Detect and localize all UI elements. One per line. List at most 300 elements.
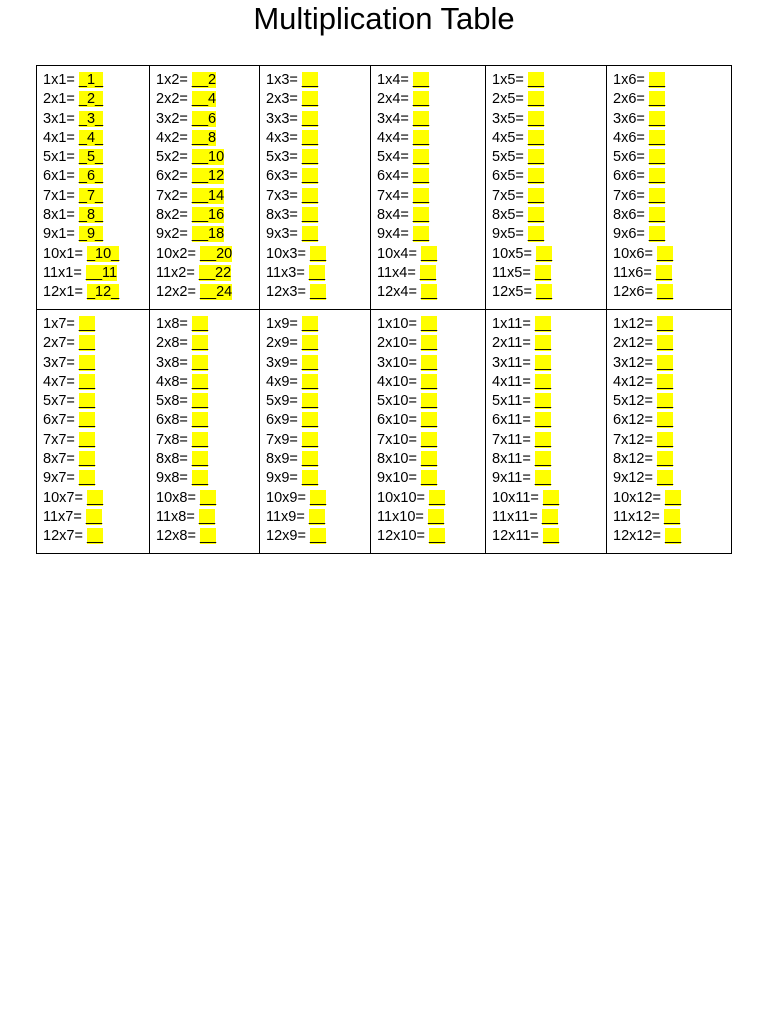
answer-blank[interactable]: __ [420,335,438,352]
answer-blank[interactable]: __ [85,508,103,525]
fact-question: 7x6= [613,187,645,204]
fact-item [613,167,731,186]
fact-question: 7x5= [492,187,524,204]
fact-question: 2x2= [156,91,188,108]
fact-item [266,225,370,244]
fact-question: 9x2= [156,226,188,243]
answer-blank[interactable]: __ [429,489,446,506]
answer-blank[interactable]: __ [648,110,666,127]
fact-item [613,245,731,264]
answer-blank[interactable]: __ [419,264,437,281]
answer-blank[interactable]: __ [412,207,430,224]
fact-item [613,315,731,334]
answer-blank[interactable]: __ [656,451,674,468]
answer-blank[interactable]: __ [655,264,673,281]
fact-question: 2x4= [377,91,409,108]
answer-blank[interactable]: _12_ [86,284,120,301]
answer-blank[interactable]: __ [656,316,674,332]
fact-item [377,225,485,244]
answer-blank[interactable]: __ [191,412,209,429]
fact-question: 8x11= [492,451,531,468]
answer-blank[interactable]: __ [191,393,209,410]
answer-blank[interactable]: __11 [85,264,118,281]
fact-question: 10x1= [43,245,83,262]
fact-question: 6x3= [266,168,298,185]
fact-question: 2x8= [156,335,188,352]
answer-blank[interactable]: __ [420,284,438,301]
fact-list [613,71,731,303]
answer-blank[interactable]: __ [420,470,438,487]
fact-item [377,373,485,392]
answer-blank[interactable]: __ [191,335,209,352]
answer-blank[interactable]: __ [534,316,552,332]
answer-blank[interactable]: __ [648,187,666,204]
answer-blank[interactable]: _9_ [78,226,104,243]
answer-blank[interactable]: __ [412,187,430,204]
answer-blank[interactable]: __ [420,316,438,332]
fact-item [43,71,149,90]
fact-item [156,450,259,469]
answer-blank[interactable]: __ [648,207,666,224]
fact-question: 3x6= [613,110,645,127]
answer-blank[interactable]: __ [663,508,681,525]
answer-blank[interactable]: __ [656,431,674,448]
answer-blank[interactable]: __ [78,470,96,487]
fact-item [613,373,731,392]
answer-blank[interactable]: __ [301,72,319,88]
answer-blank[interactable]: __ [301,354,319,371]
fact-question: 12x5= [492,284,532,301]
answer-blank[interactable]: __ [527,168,545,185]
answer-blank[interactable]: __ [78,354,96,371]
answer-blank[interactable]: __ [420,373,438,390]
fact-question: 1x4= [377,72,409,88]
fact-question: 8x7= [43,451,75,468]
answer-blank[interactable]: __ [78,393,96,410]
fact-item [377,527,485,546]
answer-blank[interactable]: __ [420,245,438,262]
fact-question: 3x7= [43,354,75,371]
answer-blank[interactable]: __ [191,373,209,390]
answer-blank[interactable]: __ [309,528,327,545]
fact-question: 3x5= [492,110,524,127]
answer-blank[interactable]: __ [534,393,552,410]
fact-question: 4x1= [43,129,75,146]
fact-question: 11x3= [266,264,305,281]
answer-blank[interactable]: __ [656,245,674,262]
fact-question: 9x3= [266,226,298,243]
fact-item [266,334,370,353]
answer-blank[interactable]: __ [534,470,552,487]
fact-question: 10x9= [266,489,306,506]
fact-item [492,90,606,109]
fact-question: 2x3= [266,91,298,108]
table-cell [150,310,260,554]
fact-item [492,283,606,302]
answer-blank[interactable]: __ [309,284,327,301]
answer-blank[interactable]: __ [78,431,96,448]
fact-item [266,489,370,508]
table-cell [37,66,150,310]
fact-question: 5x1= [43,149,75,166]
fact-question: 11x1= [43,264,82,281]
answer-blank[interactable]: _5_ [78,149,104,166]
fact-item [43,283,149,302]
answer-blank[interactable]: __ [656,354,674,371]
answer-blank[interactable]: __ [301,431,319,448]
answer-blank[interactable]: __ [309,489,327,506]
answer-blank[interactable]: __ [427,508,445,525]
fact-item [613,489,731,508]
fact-item [492,469,606,488]
fact-item [613,431,731,450]
answer-blank[interactable]: __ [78,335,96,352]
fact-item [266,508,370,527]
answer-blank[interactable]: __ [78,316,96,332]
fact-item [266,283,370,302]
fact-question: 2x7= [43,335,75,352]
fact-item [613,469,731,488]
answer-blank[interactable]: __ [301,207,319,224]
fact-item [613,129,731,148]
answer-blank[interactable]: __ [199,489,217,506]
answer-blank[interactable]: __ [665,528,682,545]
fact-item [266,206,370,225]
fact-question: 6x2= [156,168,188,185]
answer-blank[interactable]: __ [301,129,319,146]
answer-blank[interactable]: __ [412,226,430,243]
answer-blank[interactable]: __ [527,207,545,224]
answer-blank[interactable]: __ [199,528,217,545]
fact-question: 11x11= [492,508,538,525]
answer-blank[interactable]: __ [191,431,209,448]
answer-blank[interactable]: __6 [191,110,217,127]
answer-blank[interactable]: __ [648,91,666,108]
answer-blank[interactable]: __ [527,91,545,108]
fact-question: 8x4= [377,207,409,224]
answer-blank[interactable]: __ [412,110,430,127]
answer-blank[interactable]: __ [534,451,552,468]
answer-blank[interactable]: __ [527,110,545,127]
answer-blank[interactable]: __ [420,412,438,429]
fact-item [492,411,606,430]
answer-blank[interactable]: __ [534,354,552,371]
answer-blank[interactable]: __ [535,245,553,262]
fact-item [613,392,731,411]
fact-item [492,315,606,334]
answer-blank[interactable]: __2 [191,72,217,88]
fact-item [613,283,731,302]
fact-item [492,334,606,353]
answer-blank[interactable]: __ [527,187,545,204]
answer-blank[interactable]: __ [412,149,430,166]
fact-item [492,225,606,244]
answer-blank[interactable]: __ [301,316,319,332]
answer-blank[interactable]: __ [301,149,319,166]
fact-question: 8x5= [492,207,524,224]
answer-blank[interactable]: __18 [191,226,225,243]
fact-item [377,187,485,206]
fact-item [156,167,259,186]
fact-question: 4x4= [377,129,409,146]
answer-blank[interactable]: __ [542,489,560,506]
fact-question: 1x11= [492,316,531,332]
answer-blank[interactable]: __ [665,489,682,506]
fact-question: 2x11= [492,335,531,352]
answer-blank[interactable]: __14 [191,187,225,204]
fact-item [377,90,485,109]
fact-item [377,431,485,450]
answer-blank[interactable]: __ [301,335,319,352]
answer-blank[interactable]: __ [429,528,446,545]
fact-question: 5x2= [156,149,188,166]
answer-blank[interactable]: __ [656,470,674,487]
fact-question: 9x6= [613,226,645,243]
fact-question: 7x3= [266,187,298,204]
answer-blank[interactable]: __ [191,316,209,332]
fact-item [156,283,259,302]
answer-blank[interactable]: __ [542,528,560,545]
fact-question: 8x6= [613,207,645,224]
fact-question: 7x7= [43,431,75,448]
fact-question: 11x10= [377,508,424,525]
fact-item [43,431,149,450]
fact-question: 7x8= [156,431,188,448]
answer-blank[interactable]: __ [420,393,438,410]
answer-blank[interactable]: __ [301,412,319,429]
answer-blank[interactable]: __16 [191,207,225,224]
answer-blank[interactable]: _4_ [78,129,104,146]
answer-blank[interactable]: __ [412,129,430,146]
answer-blank[interactable]: __ [648,129,666,146]
fact-item [266,90,370,109]
fact-item [492,392,606,411]
answer-blank[interactable]: __ [648,149,666,166]
fact-item [156,373,259,392]
multiplication-grid [36,65,732,554]
fact-list [492,315,606,547]
fact-item [377,206,485,225]
answer-blank[interactable]: __ [191,354,209,371]
fact-question: 8x10= [377,451,417,468]
answer-blank[interactable]: __ [656,373,674,390]
fact-item [43,373,149,392]
answer-blank[interactable]: __ [412,72,430,88]
answer-blank[interactable]: __12 [191,168,225,185]
fact-item [492,450,606,469]
fact-item [156,129,259,148]
fact-question: 7x12= [613,431,653,448]
fact-item [613,187,731,206]
fact-item [156,489,259,508]
fact-question: 9x7= [43,470,75,487]
fact-item [156,411,259,430]
answer-blank[interactable]: __ [412,168,430,185]
fact-question: 6x6= [613,168,645,185]
fact-item [492,431,606,450]
fact-item [377,469,485,488]
answer-blank[interactable]: __ [527,226,545,243]
answer-blank[interactable]: __ [656,412,674,429]
fact-item [156,527,259,546]
fact-question: 5x4= [377,149,409,166]
fact-question: 4x2= [156,129,188,146]
answer-blank[interactable]: __ [191,470,209,487]
answer-blank[interactable]: __ [309,245,327,262]
answer-blank[interactable]: __ [78,451,96,468]
fact-question: 1x5= [492,72,524,88]
fact-item [613,264,731,283]
answer-blank[interactable]: _7_ [78,187,104,204]
answer-blank[interactable]: __ [301,451,319,468]
fact-item [266,354,370,373]
answer-blank[interactable]: _3_ [78,110,104,127]
answer-blank[interactable]: __ [412,91,430,108]
fact-question: 10x3= [266,245,306,262]
fact-question: 10x10= [377,489,425,506]
table-cell [371,310,486,554]
table-cell [260,66,371,310]
answer-blank[interactable]: __ [301,226,319,243]
answer-blank[interactable]: __ [301,168,319,185]
answer-blank[interactable]: __ [86,528,104,545]
answer-blank[interactable]: __ [648,168,666,185]
fact-item [613,527,731,546]
fact-item [156,148,259,167]
answer-blank[interactable]: __ [191,451,209,468]
fact-question: 11x6= [613,264,652,281]
answer-blank[interactable]: __22 [198,264,232,281]
answer-blank[interactable]: __8 [191,129,217,146]
fact-question: 5x8= [156,393,188,410]
fact-item [377,129,485,148]
answer-blank[interactable]: __ [301,373,319,390]
answer-blank[interactable]: __ [534,412,552,429]
answer-blank[interactable]: __ [534,431,552,448]
fact-item [266,129,370,148]
answer-blank[interactable]: __20 [199,245,233,262]
answer-blank[interactable]: _1_ [78,72,104,88]
fact-item [156,90,259,109]
answer-blank[interactable]: __ [301,110,319,127]
fact-item [266,245,370,264]
fact-question: 1x3= [266,72,298,88]
fact-question: 2x9= [266,335,298,352]
answer-blank[interactable]: __ [420,431,438,448]
answer-blank[interactable]: __ [534,373,552,390]
fact-item [43,450,149,469]
fact-item [377,71,485,90]
table-cell [37,310,150,554]
answer-blank[interactable]: __ [656,284,674,301]
fact-item [43,508,149,527]
answer-blank[interactable]: __10 [191,149,225,166]
answer-blank[interactable]: __ [534,335,552,352]
fact-question: 10x8= [156,489,196,506]
fact-question: 7x4= [377,187,409,204]
answer-blank[interactable]: __ [78,412,96,429]
fact-question: 12x4= [377,284,417,301]
table-cell [486,310,607,554]
answer-blank[interactable]: __24 [199,284,233,301]
fact-item [156,187,259,206]
fact-question: 10x2= [156,245,196,262]
fact-question: 9x4= [377,226,409,243]
answer-blank[interactable]: __ [301,187,319,204]
fact-item [156,315,259,334]
fact-question: 12x3= [266,284,306,301]
fact-question: 10x5= [492,245,532,262]
fact-list [613,315,731,547]
fact-question: 6x1= [43,168,75,185]
fact-item [377,283,485,302]
answer-blank[interactable]: __ [656,393,674,410]
answer-blank[interactable]: _2_ [78,91,104,108]
answer-blank[interactable]: __ [656,335,674,352]
fact-question: 10x7= [43,489,83,506]
answer-blank[interactable]: _6_ [78,168,104,185]
answer-blank[interactable]: __ [541,508,558,525]
answer-blank[interactable]: __ [534,264,552,281]
answer-blank[interactable]: __ [648,226,666,243]
fact-item [156,508,259,527]
fact-item [156,264,259,283]
fact-question: 11x9= [266,508,305,525]
fact-question: 9x10= [377,470,417,487]
fact-question: 9x1= [43,226,75,243]
answer-blank[interactable]: _8_ [78,207,104,224]
answer-blank[interactable]: __ [527,129,545,146]
answer-blank[interactable]: __ [308,264,326,281]
fact-item [43,264,149,283]
fact-item [43,110,149,129]
answer-blank[interactable]: __ [535,284,553,301]
answer-blank[interactable]: __ [527,149,545,166]
fact-question: 7x2= [156,187,188,204]
answer-blank[interactable]: __ [301,470,319,487]
answer-blank[interactable]: __ [86,489,104,506]
fact-item [492,264,606,283]
answer-blank[interactable]: __ [420,354,438,371]
fact-question: 11x2= [156,264,195,281]
fact-item [377,245,485,264]
fact-item [266,315,370,334]
fact-question: 8x9= [266,451,298,468]
answer-blank[interactable]: __ [648,72,666,88]
answer-blank[interactable]: __ [301,393,319,410]
answer-blank[interactable]: __ [308,508,326,525]
fact-question: 12x9= [266,528,306,545]
fact-item [613,508,731,527]
fact-item [43,392,149,411]
answer-blank[interactable]: __ [301,91,319,108]
fact-question: 5x10= [377,393,417,410]
answer-blank[interactable]: __ [78,373,96,390]
answer-blank[interactable]: __4 [191,91,217,108]
fact-item [377,354,485,373]
fact-item [377,167,485,186]
fact-question: 4x10= [377,373,417,390]
fact-question: 2x5= [492,91,524,108]
answer-blank[interactable]: __ [527,72,545,88]
fact-item [43,411,149,430]
answer-blank[interactable]: _10_ [86,245,120,262]
fact-question: 8x12= [613,451,653,468]
fact-question: 4x12= [613,373,653,390]
fact-item [266,527,370,546]
answer-blank[interactable]: __ [420,451,438,468]
answer-blank[interactable]: __ [198,508,216,525]
